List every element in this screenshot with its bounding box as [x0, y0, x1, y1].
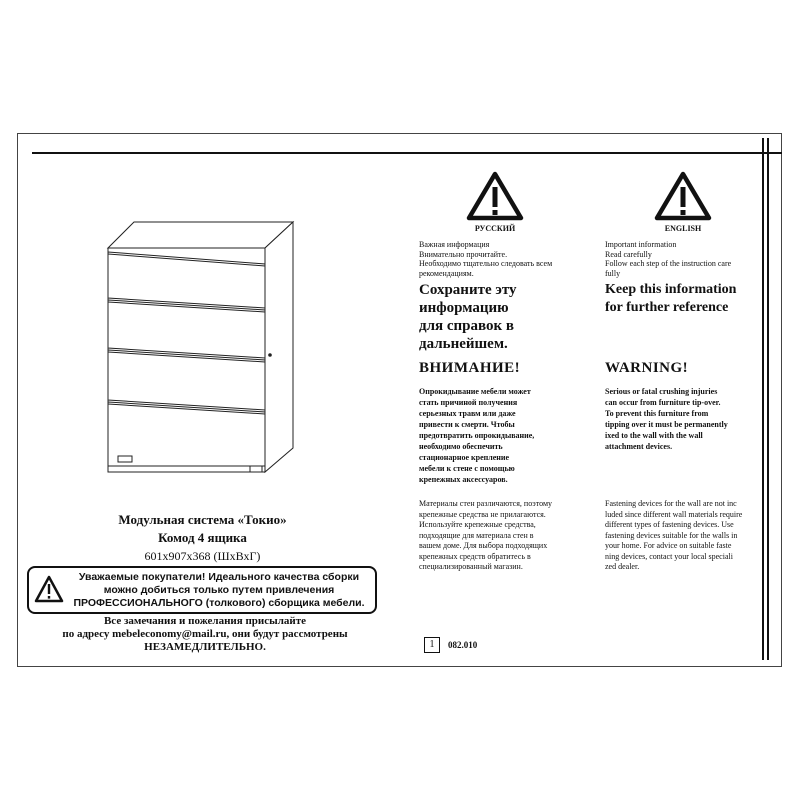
- assembly-notice: [27, 566, 377, 614]
- important-info-russian: [419, 240, 589, 278]
- text-line: Опрокидывание мебели может: [419, 387, 531, 396]
- text-line: крепежные средства не прилагаются.: [419, 509, 546, 519]
- text-line: fully: [605, 268, 621, 278]
- text-line: Fastening devices for the wall are not inc: [605, 499, 737, 508]
- contact-line-1: Все замечания и пожелания присылайте: [103, 615, 307, 627]
- text-line: Сохраните эту: [419, 282, 517, 298]
- keep-info-english: [605, 281, 760, 317]
- text-line: your home. For advice on suitable faste: [605, 541, 732, 550]
- notice-line-3: ПРОФЕССИОНАЛЬНОГО (толкового) сборщика мебели.: [73, 597, 365, 609]
- warning-title-english: WARNING!: [605, 360, 689, 376]
- text-line: стать причиной получения: [419, 398, 518, 407]
- text-line: Внимательно прочитайте.: [419, 249, 508, 259]
- text-line: for further reference: [605, 300, 729, 315]
- text-line: Материалы стен различаются, поэтому: [419, 499, 553, 508]
- text-line: привести к смерти. Чтобы: [419, 420, 515, 429]
- text-line: ixed to the wall with the wall: [605, 431, 703, 440]
- contact-block: [30, 615, 380, 654]
- text-line: Important information: [605, 240, 677, 249]
- text-line: fastening devices suitable for the walls in: [605, 530, 738, 540]
- warning-body-russian: [419, 386, 589, 485]
- contact-line-3: НЕЗАМЕДЛИТЕЛЬНО.: [144, 641, 266, 653]
- text-line: zed dealer.: [605, 562, 640, 571]
- text-line: дальнейшем.: [419, 336, 508, 352]
- right-rule-2: [767, 138, 769, 660]
- text-line: предотвратить опрокидывание,: [419, 431, 535, 440]
- top-rule: [32, 152, 782, 154]
- text-line: Read carefully: [605, 249, 652, 259]
- text-line: мебели к стене с помощью: [419, 464, 515, 473]
- text-line: ning devices, contact your local speciali: [605, 551, 733, 561]
- notice-line-2: можно добиться только путем привлечения: [103, 584, 335, 596]
- fastening-info-russian: [419, 499, 594, 573]
- text-line: Необходимо тщательно следовать всем: [419, 259, 553, 268]
- text-line: стационарное крепление: [419, 453, 510, 462]
- warning-icon-english: [653, 170, 713, 222]
- warning-title-russian: ВНИМАНИЕ!: [419, 360, 521, 376]
- fastening-info-english: [605, 499, 760, 573]
- product-dimensions: 601x907x368 (ШхВхГ): [144, 549, 261, 563]
- product-title-model: Комод 4 ящика: [158, 530, 247, 545]
- text-line: рекомендациям.: [419, 268, 474, 278]
- contact-line-2: по адресу mebeleconomy@mail.ru, они будут рассмотрены: [62, 628, 348, 640]
- lang-label-russian: РУССКИЙ: [474, 224, 516, 233]
- keep-info-russian: [419, 281, 589, 353]
- text-line: attachment devices.: [605, 442, 673, 451]
- text-line: специализированный магазин.: [419, 562, 523, 571]
- text-line: Важная информация: [419, 240, 490, 249]
- text-line: подходящие для материала стен в: [419, 530, 534, 540]
- lang-label-english: ENGLISH: [664, 224, 702, 233]
- text-line: для справок в: [419, 318, 515, 334]
- text-line: крепежных аксессуаров.: [419, 475, 508, 484]
- document-code: 082.010: [448, 640, 478, 650]
- text-line: крепежных средств обратитесь в: [419, 551, 531, 561]
- text-line: необходимо обеспечить: [419, 442, 503, 451]
- text-line: different types of fastening devices. Use: [605, 520, 734, 529]
- page-number: 1: [424, 637, 440, 653]
- warning-icon-russian: [465, 170, 525, 222]
- text-line: вашем доме. Для выбора подходящих: [419, 541, 548, 550]
- text-line: can occur from furniture tip-over.: [605, 398, 721, 407]
- text-line: Serious or fatal crushing injuries: [605, 387, 718, 396]
- text-line: Keep this information: [605, 282, 737, 297]
- warning-body-english: [605, 386, 760, 452]
- right-rule-1: [762, 138, 764, 660]
- product-title-series: Модульная система «Токио»: [118, 512, 287, 527]
- text-line: информацию: [419, 300, 509, 316]
- text-line: Follow each step of the instruction care: [605, 259, 732, 268]
- text-line: серьезных травм или даже: [419, 409, 516, 418]
- warning-icon: [34, 575, 64, 603]
- text-line: Используйте крепежные средства,: [419, 520, 536, 529]
- text-line: To prevent this furniture from: [605, 409, 709, 418]
- text-line: luded since different wall materials require: [605, 509, 743, 519]
- text-line: tipping over it must be permanently: [605, 420, 728, 429]
- important-info-english: [605, 240, 755, 278]
- notice-line-1: Уважаемые покупатели! Идеального качества сборки: [78, 571, 360, 583]
